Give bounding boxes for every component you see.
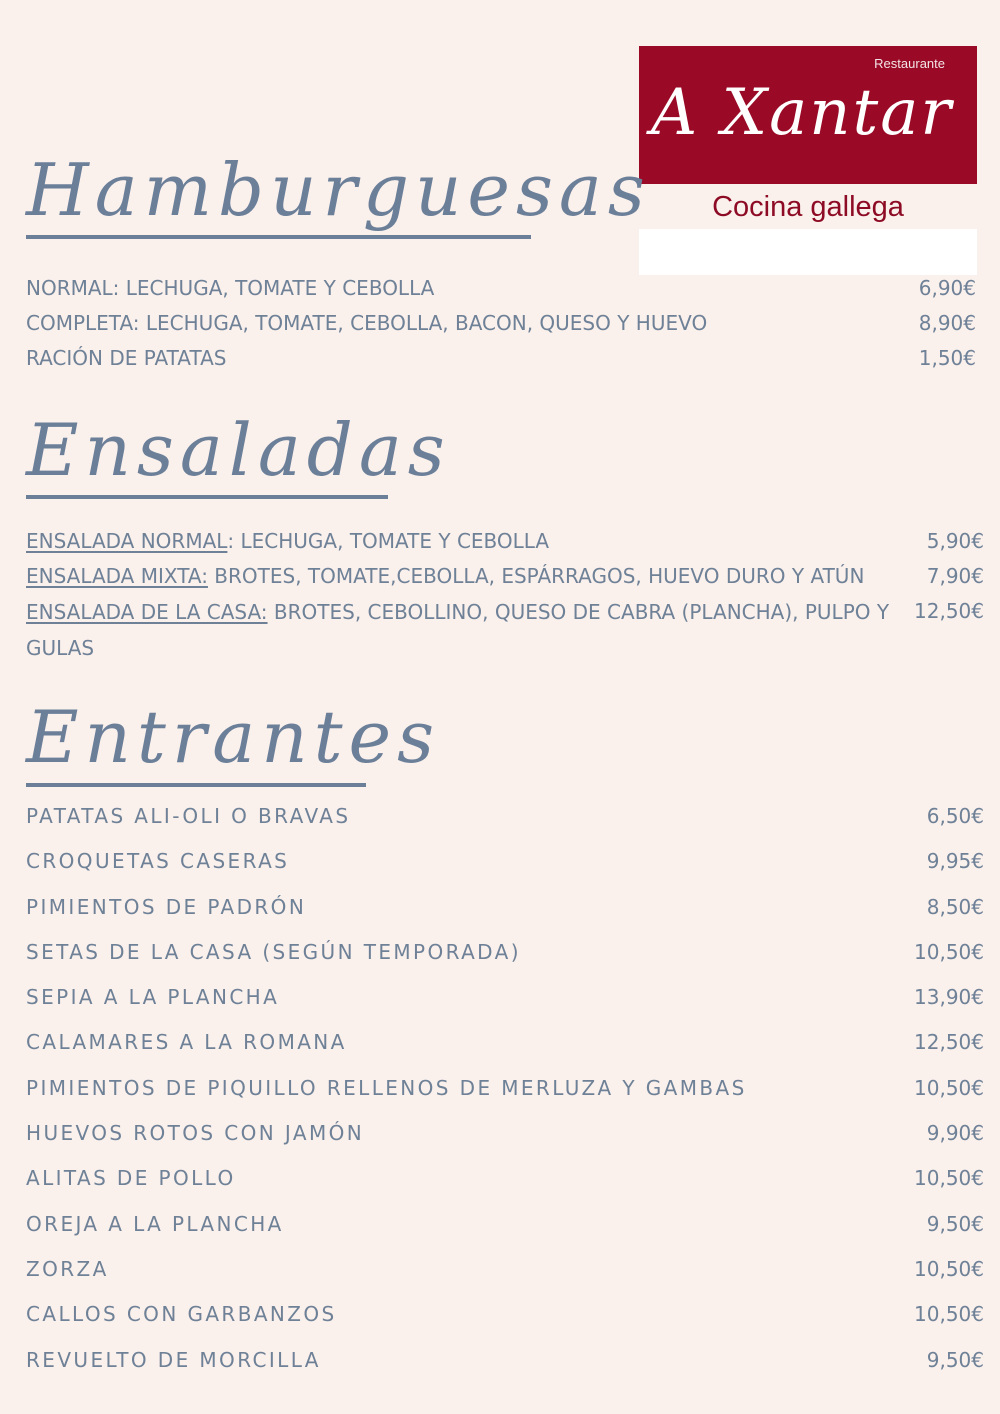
item-description: : LECHUGA, TOMATE Y CEBOLLA <box>227 529 550 553</box>
item-name: OREJA A LA PLANCHA <box>26 1212 284 1236</box>
logo-restaurante-text: Restaurante <box>874 56 945 71</box>
item-description: BROTES, CEBOLLINO, QUESO DE CABRA (PLANCHA), PULPO Y GULAS <box>26 600 890 660</box>
logo-subtitle: Cocina gallega <box>712 191 904 223</box>
item-price: 12,50€ <box>914 1030 984 1054</box>
item-name: PIMIENTOS DE PADRÓN <box>26 895 307 919</box>
item-name: HUEVOS ROTOS CON JAMÓN <box>26 1121 365 1145</box>
item-name: ZORZA <box>26 1257 109 1281</box>
item-price: 9,90€ <box>926 1121 984 1145</box>
item-name <box>26 563 864 589</box>
item-name <box>26 594 906 666</box>
item-description: BROTES, TOMATE,CEBOLLA, ESPÁRRAGOS, HUEVO DURO Y ATÚN <box>207 564 865 588</box>
item-price: 1,50€ <box>918 346 976 370</box>
item-label: ENSALADA MIXTA: <box>26 564 208 588</box>
item-price: 8,90€ <box>918 311 976 335</box>
restaurant-logo <box>639 46 977 230</box>
item-price: 6,50€ <box>926 804 984 828</box>
item-name: CROQUETAS CASERAS <box>26 849 290 873</box>
item-name: CALAMARES A LA ROMANA <box>26 1030 347 1054</box>
item-price: 13,90€ <box>914 985 984 1009</box>
item-price: 10,50€ <box>914 1076 984 1100</box>
item-price: 10,50€ <box>914 1302 984 1326</box>
title-underline-ensaladas <box>26 495 388 499</box>
item-name: NORMAL: LECHUGA, TOMATE Y CEBOLLA <box>26 276 435 300</box>
item-name: PATATAS ALI-OLI O BRAVAS <box>26 804 351 828</box>
logo-brand-name: A Xantar <box>651 76 953 150</box>
item-price: 7,90€ <box>926 564 984 588</box>
section-title-entrantes: Entrantes <box>26 695 441 779</box>
item-price: 6,90€ <box>918 276 976 300</box>
item-price: 5,90€ <box>926 529 984 553</box>
logo-red-panel <box>639 46 977 184</box>
item-name: REVUELTO DE MORCILLA <box>26 1348 321 1372</box>
logo-white-panel <box>639 229 977 275</box>
item-name: SETAS DE LA CASA (SEGÚN TEMPORADA) <box>26 940 521 964</box>
item-price: 8,50€ <box>926 895 984 919</box>
item-name: CALLOS CON GARBANZOS <box>26 1302 337 1326</box>
item-price: 9,50€ <box>926 1348 984 1372</box>
item-name: PIMIENTOS DE PIQUILLO RELLENOS DE MERLUZA Y GAMBAS <box>26 1076 747 1100</box>
item-price: 10,50€ <box>914 1257 984 1281</box>
item-name: SEPIA A LA PLANCHA <box>26 985 280 1009</box>
section-title-ensaladas: Ensaladas <box>26 408 451 492</box>
item-price: 9,95€ <box>926 849 984 873</box>
title-underline-hamburguesas <box>26 235 531 239</box>
item-price: 10,50€ <box>914 1166 984 1190</box>
item-price: 9,50€ <box>926 1212 984 1236</box>
item-price: 12,50€ <box>914 599 984 623</box>
item-label: ENSALADA NORMAL <box>26 529 228 553</box>
item-label: ENSALADA DE LA CASA: <box>26 600 268 624</box>
section-title-hamburguesas: Hamburguesas <box>26 148 651 232</box>
title-underline-entrantes <box>26 783 366 787</box>
item-name <box>26 528 549 554</box>
item-price: 10,50€ <box>914 940 984 964</box>
item-name: COMPLETA: LECHUGA, TOMATE, CEBOLLA, BACON, QUESO Y HUEVO <box>26 311 708 335</box>
item-name: ALITAS DE POLLO <box>26 1166 236 1190</box>
item-name: RACIÓN DE PATATAS <box>26 346 227 370</box>
